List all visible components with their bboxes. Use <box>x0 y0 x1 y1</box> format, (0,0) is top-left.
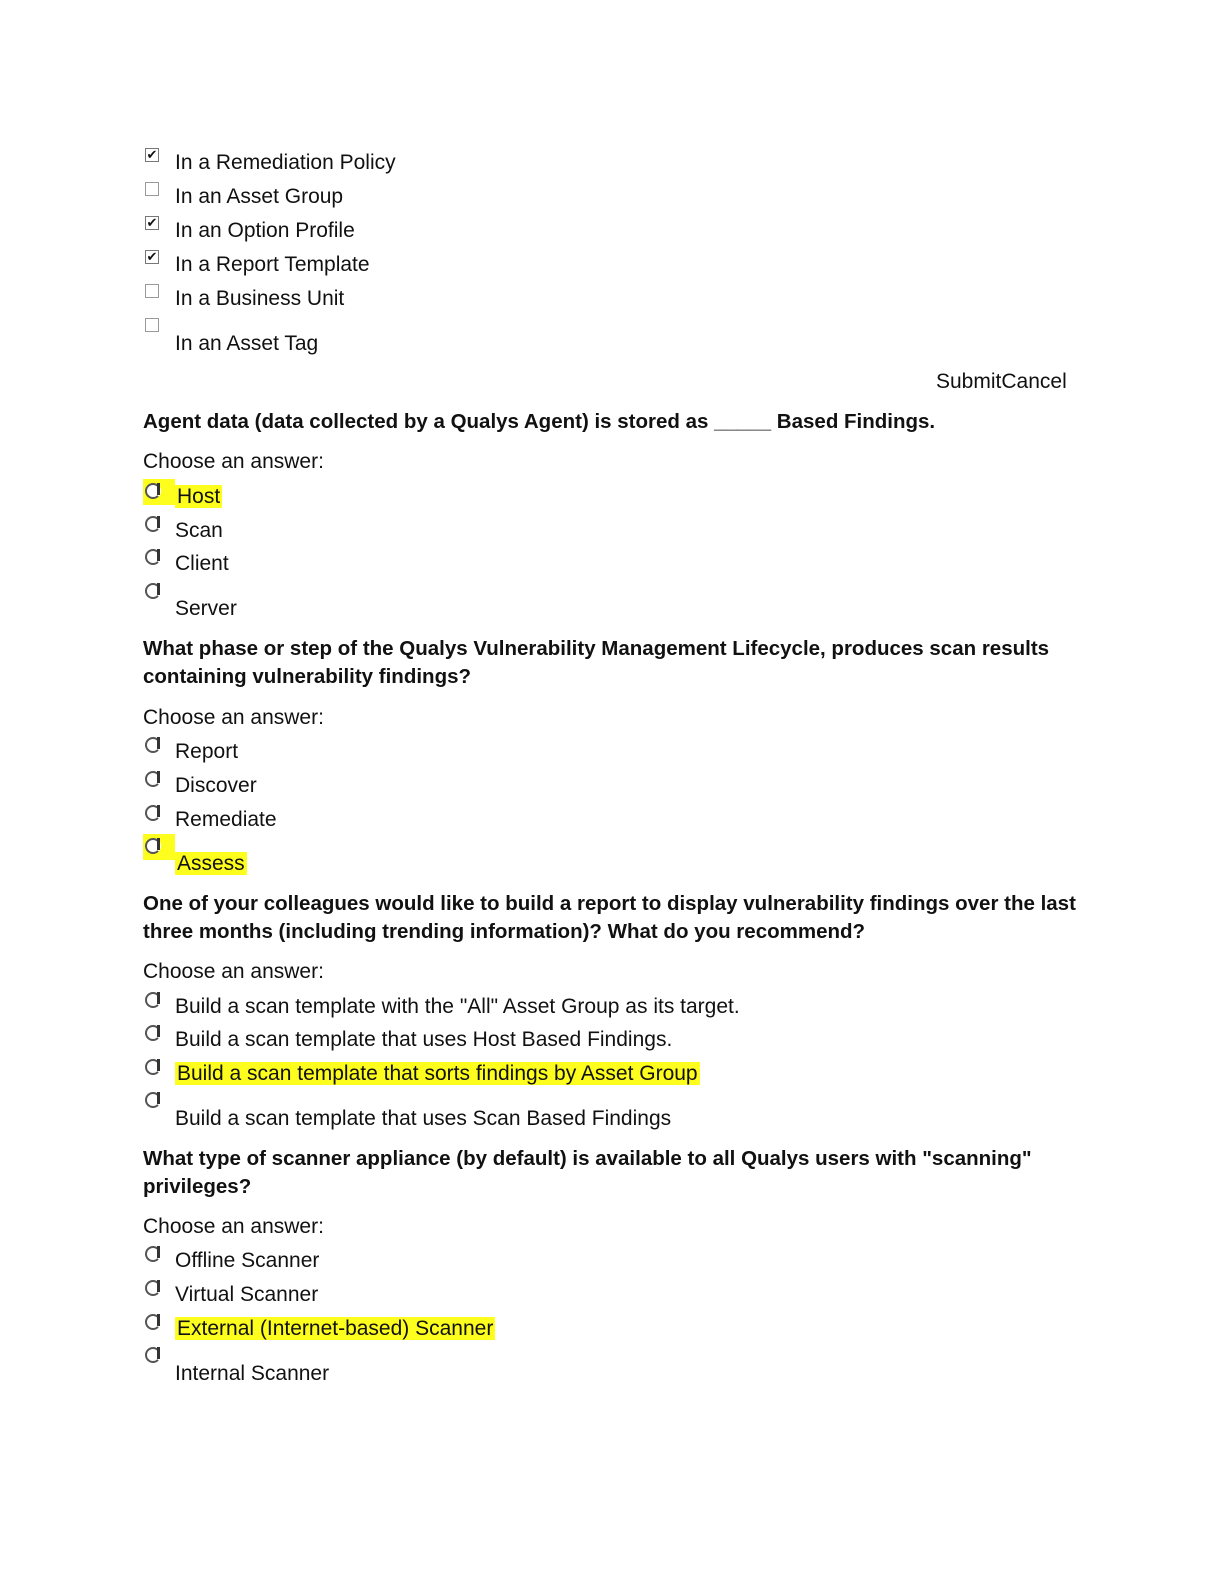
question-3-text: One of your colleagues would like to build a report to display vulnerability findings over the last three months (including trending information)? What do you recommend? <box>143 892 1076 943</box>
checkbox-option-profile[interactable] <box>145 216 159 230</box>
answer-option: Virtual Scanner <box>175 1283 319 1306</box>
radio-mark-icon <box>157 737 160 749</box>
form-actions <box>936 369 1067 395</box>
radio-mark-icon <box>157 1246 160 1258</box>
radio-mark-icon <box>157 516 160 528</box>
answer-highlight: Assess <box>177 852 245 875</box>
check-icon: ✔ <box>146 215 158 230</box>
checkbox-label: In a Remediation Policy <box>175 151 396 174</box>
radio-mark-icon <box>157 771 160 783</box>
answer-option: Discover <box>175 774 257 797</box>
radio-mark-icon <box>157 1280 160 1292</box>
radio-mark-icon <box>157 1092 160 1104</box>
checkbox-business-unit[interactable] <box>145 284 159 298</box>
answer-option: Report <box>175 740 239 763</box>
radio-mark-icon <box>157 549 160 561</box>
answer-option <box>175 1061 700 1087</box>
answer-option: Remediate <box>175 808 277 831</box>
question-2-text: What phase or step of the Qualys Vulnerability Management Lifecycle, produces scan results containing vulnerability findings? <box>143 637 1050 688</box>
radio-mark-icon <box>157 1059 160 1071</box>
checkbox-asset-tag[interactable] <box>145 318 159 332</box>
answer-option <box>175 484 222 510</box>
radio-mark-icon <box>157 805 160 817</box>
choose-answer-prompt: Choose an answer: <box>143 450 324 473</box>
radio-mark-icon <box>157 992 160 1004</box>
radio-mark-icon <box>157 1025 160 1037</box>
answer-option: Build a scan template that uses Scan Based Findings <box>175 1107 672 1130</box>
answer-option: Scan <box>175 519 223 542</box>
answer-option: Offline Scanner <box>175 1249 320 1272</box>
answer-option <box>175 1316 495 1342</box>
answer-highlight: External (Internet-based) Scanner <box>177 1317 494 1340</box>
choose-answer-prompt: Choose an answer: <box>143 1215 324 1238</box>
checkbox-remediation-policy[interactable] <box>145 148 159 162</box>
check-icon: ✔ <box>146 249 158 264</box>
cancel-button[interactable]: Cancel <box>1001 370 1067 393</box>
radio-mark-icon <box>157 1347 160 1359</box>
answer-option: Client <box>175 552 229 575</box>
answer-highlight: Host <box>177 485 221 508</box>
answer-option: Server <box>175 597 237 620</box>
checkbox-label: In an Asset Group <box>175 185 344 208</box>
choose-answer-prompt: Choose an answer: <box>143 706 324 729</box>
checkbox-asset-group[interactable] <box>145 182 159 196</box>
radio-mark-icon <box>157 838 160 850</box>
checkbox-label: In an Asset Tag <box>175 332 319 355</box>
check-icon: ✔ <box>146 147 158 162</box>
answer-option: Internal Scanner <box>175 1362 330 1385</box>
checkbox-label: In a Business Unit <box>175 287 345 310</box>
radio-mark-icon <box>157 1314 160 1326</box>
answer-option <box>175 851 247 877</box>
radio-mark-icon <box>157 583 160 595</box>
answer-option: Build a scan template with the "All" Asset Group as its target. <box>175 995 740 1018</box>
answer-option: Build a scan template that uses Host Based Findings. <box>175 1028 673 1051</box>
checkbox-label: In a Report Template <box>175 253 370 276</box>
radio-mark-icon <box>157 483 160 495</box>
submit-button[interactable]: Submit <box>936 370 1002 393</box>
choose-answer-prompt: Choose an answer: <box>143 960 324 983</box>
question-1-text: Agent data (data collected by a Qualys Agent) is stored as _____ Based Findings. <box>143 410 936 433</box>
checkbox-report-template[interactable] <box>145 250 159 264</box>
checkbox-label: In an Option Profile <box>175 219 355 242</box>
question-4-text: What type of scanner appliance (by default) is available to all Qualys users with "scanning" privileges? <box>143 1147 1032 1198</box>
answer-highlight: Build a scan template that sorts findings by Asset Group <box>177 1062 698 1085</box>
